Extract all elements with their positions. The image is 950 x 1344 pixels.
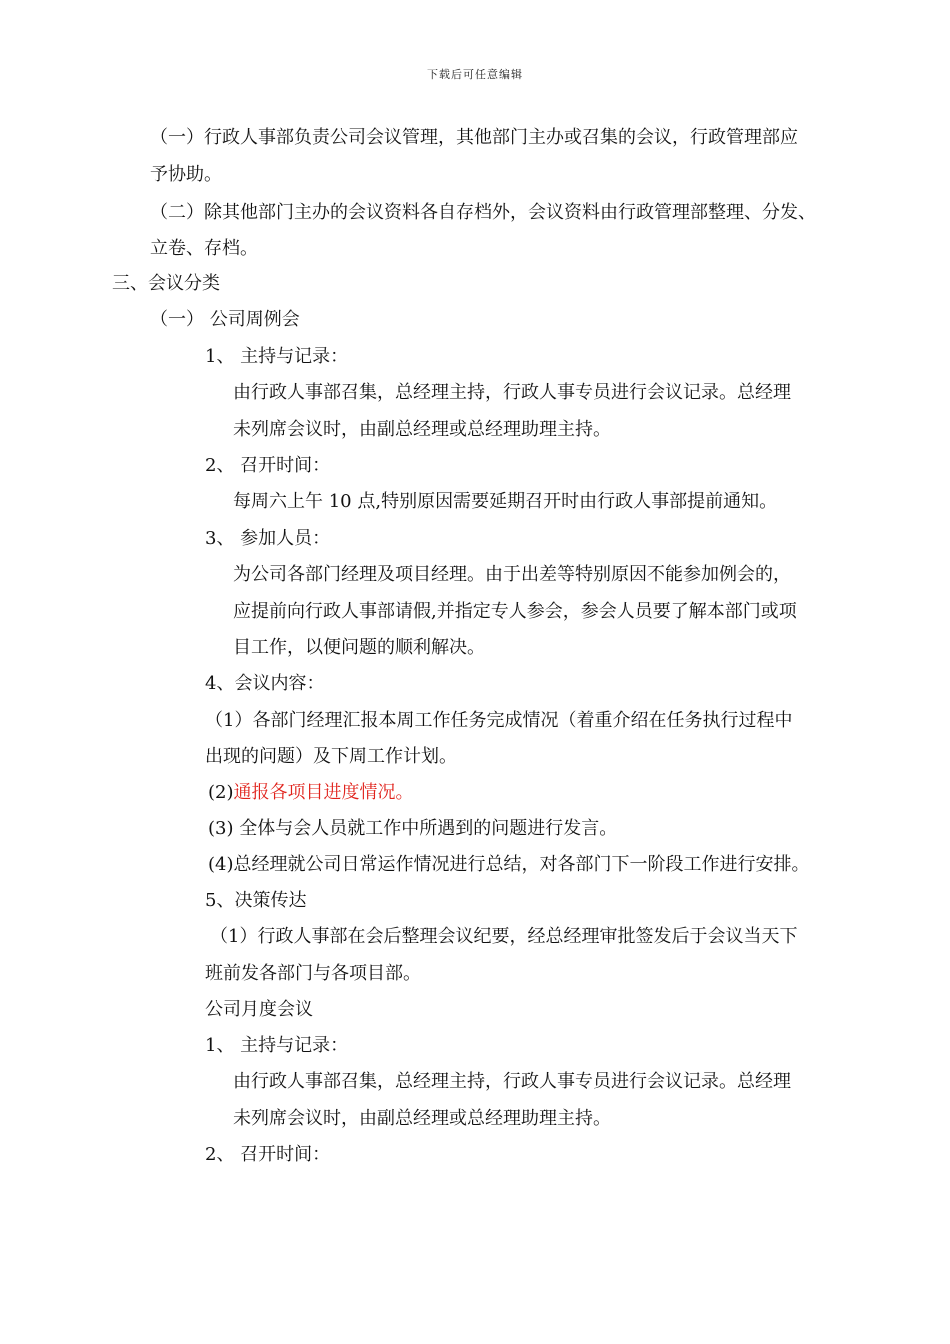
paragraph-line: (4)总经理就公司日常运作情况进行总结，对各部门下一阶段工作进行安排。 <box>208 854 810 875</box>
paragraph-line: 班前发各部门与各项目部。 <box>205 963 421 984</box>
paragraph-line: 未列席会议时，由副总经理或总经理助理主持。 <box>233 1108 611 1129</box>
paragraph-line: 予协助。 <box>150 164 222 185</box>
list-item-heading: 2、 召开时间： <box>205 455 331 476</box>
list-item-heading: 2、 召开时间： <box>205 1144 331 1165</box>
list-item-heading: 4、会议内容： <box>205 673 325 694</box>
paragraph-line: 为公司各部门经理及项目经理。由于出差等特别原因不能参加例会的， <box>233 564 791 585</box>
section-heading: 三、会议分类 <box>112 273 220 294</box>
page-header: 下载后可任意编辑 <box>427 68 523 81</box>
paragraph-line: 由行政人事部召集，总经理主持，行政人事专员进行会议记录。总经理 <box>233 1071 791 1092</box>
paragraph-line: 目工作，以便问题的顺利解决。 <box>233 637 485 658</box>
list-item-heading: 3、 参加人员： <box>205 528 331 549</box>
list-item-heading: 1、 主持与记录： <box>205 1035 349 1056</box>
paragraph-line <box>208 781 414 805</box>
paragraph-line: （一）行政人事部负责公司会议管理，其他部门主办或召集的会议，行政管理部应 <box>150 127 798 148</box>
paragraph-line: 出现的问题）及下周工作计划。 <box>205 746 457 767</box>
paragraph-line: （1）各部门经理汇报本周工作任务完成情况（着重介绍在任务执行过程中 <box>205 710 793 731</box>
paragraph-line: 未列席会议时，由副总经理或总经理助理主持。 <box>233 419 611 440</box>
item-number: (2) <box>208 782 234 803</box>
subsection-heading: （一） 公司周例会 <box>150 309 300 330</box>
paragraph-line: 每周六上午 10 点,特别原因需要延期召开时由行政人事部提前通知。 <box>233 491 778 512</box>
paragraph-line: 立卷、存档。 <box>150 238 258 259</box>
paragraph-line: （1）行政人事部在会后整理会议纪要，经总经理审批签发后于会议当天下 <box>210 926 798 947</box>
list-item-heading: 5、决策传达 <box>205 890 307 911</box>
paragraph-line: （二）除其他部门主办的会议资料各自存档外，会议资料由行政管理部整理、分发、 <box>150 202 816 223</box>
subsection-heading: 公司月度会议 <box>205 999 313 1020</box>
list-item-heading: 1、 主持与记录： <box>205 346 349 367</box>
paragraph-line: 由行政人事部召集，总经理主持，行政人事专员进行会议记录。总经理 <box>233 382 791 403</box>
highlighted-text: 通报各项目进度情况。 <box>233 782 414 803</box>
paragraph-line: (3) 全体与会人员就工作中所遇到的问题进行发言。 <box>208 818 618 839</box>
paragraph-line: 应提前向行政人事部请假,并指定专人参会，参会人员要了解本部门或项 <box>233 601 797 622</box>
